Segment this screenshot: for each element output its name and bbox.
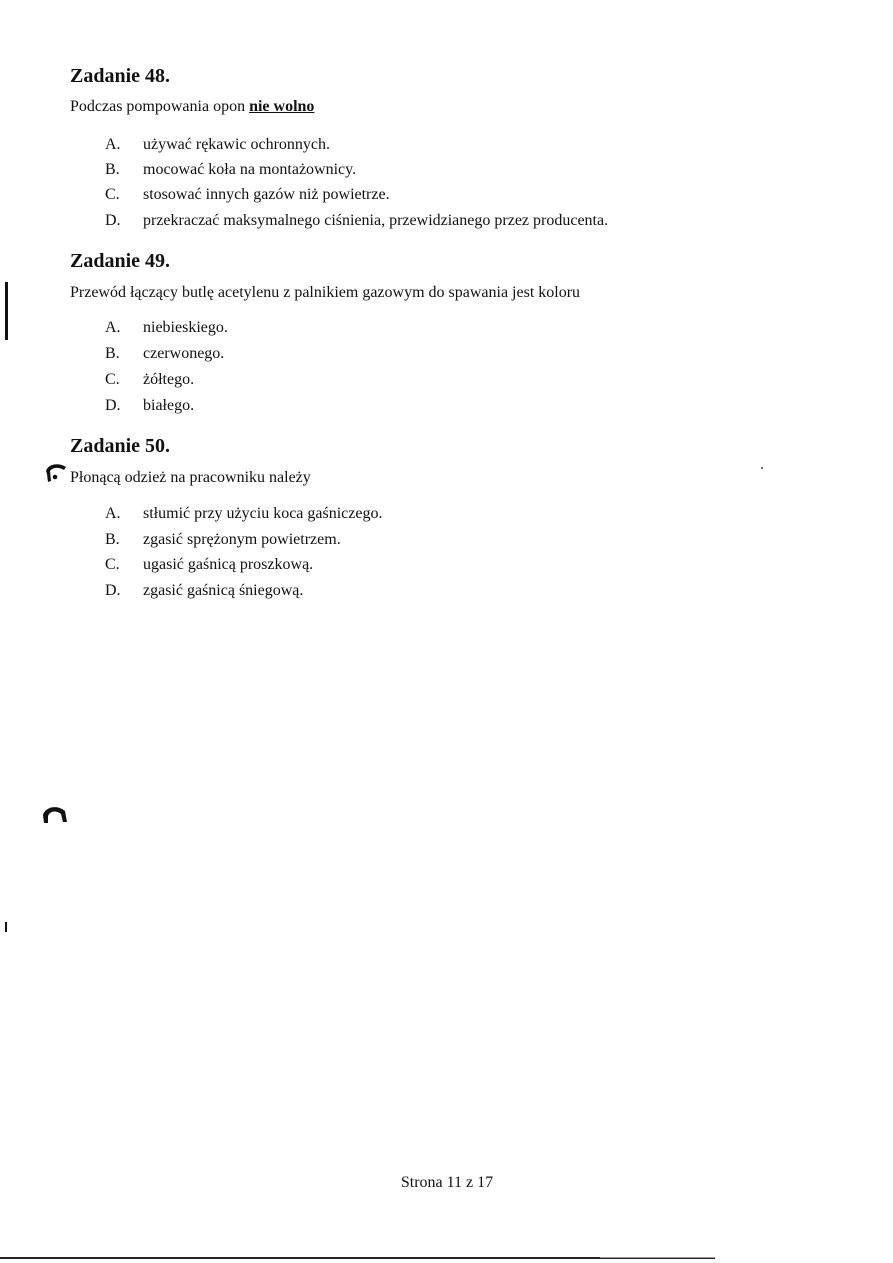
task-50-answer-a [105, 504, 382, 524]
scan-dot-mark [761, 467, 763, 469]
answer-text: używać rękawic ochronnych. [143, 136, 331, 153]
answer-text: stłumić przy użyciu koca gaśniczego. [143, 505, 383, 522]
answer-letter: C. [105, 186, 120, 203]
answer-text: zgasić gaśnicą śniegową. [143, 582, 304, 599]
answer-text: zgasić sprężonym powietrzem. [143, 531, 341, 548]
task-48-question-emphasis: nie wolno [249, 98, 315, 115]
scan-speck-mark [5, 922, 7, 932]
scan-blot-mark [44, 461, 68, 483]
scan-blot-mark-lower [41, 802, 69, 826]
answer-letter: A. [105, 136, 121, 153]
task-48-answer-a [105, 135, 330, 155]
task-48-answer-d [105, 211, 608, 231]
task-50-title: Zadanie 50. [70, 435, 171, 457]
bottom-divider-faint [600, 1257, 715, 1258]
answer-text: czerwonego. [143, 345, 225, 362]
answer-text: mocować koła na montażownicy. [143, 161, 357, 178]
task-48-question [70, 97, 314, 117]
answer-letter: B. [105, 161, 120, 178]
task-49-answer-c [105, 370, 194, 390]
task-48-answer-c [105, 185, 390, 205]
answer-text: przekraczać maksymalnego ciśnienia, przewidzianego przez producenta. [143, 212, 609, 229]
task-50-answer-b [105, 530, 341, 550]
answer-letter: C. [105, 371, 120, 388]
page-footer [0, 1173, 893, 1193]
answer-letter: D. [105, 212, 121, 229]
answer-letter: B. [105, 531, 120, 548]
task-49-answer-b [105, 344, 224, 364]
answer-letter: A. [105, 319, 121, 336]
task-49-answer-d [105, 396, 194, 416]
task-48-question-text: Podczas pompowania opon [70, 98, 250, 115]
task-48-answer-b [105, 160, 356, 180]
answer-text: białego. [143, 397, 195, 414]
scan-margin-mark [5, 282, 8, 340]
task-49-title: Zadanie 49. [70, 250, 171, 272]
answer-letter: D. [105, 582, 121, 599]
page-number: Strona 11 z 17 [400, 1174, 494, 1191]
answer-text: ugasić gaśnicą proszkową. [143, 556, 314, 573]
answer-letter: C. [105, 556, 120, 573]
task-50-question: Płonącą odzież na pracowniku należy [70, 469, 311, 486]
answer-text: stosować innych gazów niż powietrze. [143, 186, 390, 203]
task-49-question: Przewód łączący butlę acetylenu z palnikiem gazowym do spawania jest koloru [70, 284, 581, 301]
task-49-answer-a [105, 318, 228, 338]
task-48-title: Zadanie 48. [70, 65, 171, 87]
answer-text: niebieskiego. [143, 319, 228, 336]
answer-letter: D. [105, 397, 121, 414]
answer-letter: A. [105, 505, 121, 522]
task-50-answer-c [105, 555, 313, 575]
task-50-answer-d [105, 581, 303, 601]
answer-text: żółtego. [143, 371, 195, 388]
answer-letter: B. [105, 345, 120, 362]
